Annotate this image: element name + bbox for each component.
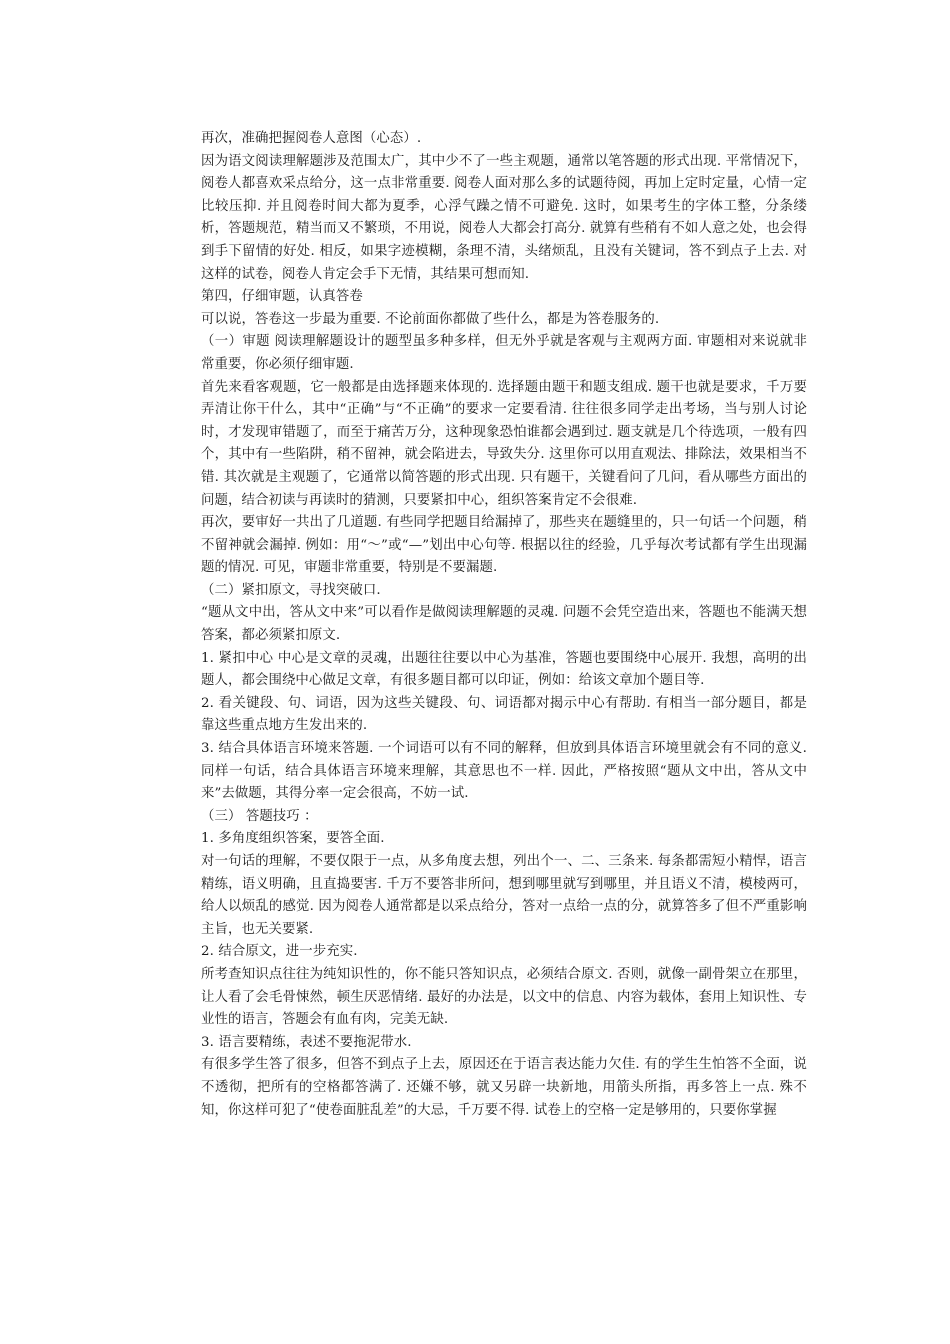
list-item-combine-text: 2. 结合原文，进一步充实.	[201, 944, 358, 960]
paragraph-objective-questions: 首先来看客观题，它一般都是由选择题来体现的. 选择题由题干和题支组成. 题干也就是要求，千万要弄清让你干什么，其中“正确”与“不正确”的要求一定要看清. 往往很多同学走出考场，当与别人讨论时，才发现审错题了，而至于痛苦万分，这种现象恐怕谁都会遇到过. 题支就是几个待选项，一般有四个，其中有一些陷阱，稍不留神，就会陷进去，导致失分. 这里你可以用直观法、排除法，效果相当不错. 其次就是主观题了，它通常以简答题的形式出现. 只有题干，关键看问了几问，看从哪些方面出的问题，结合初读与再读时的猜测，只要紧扣中心，组织答案肯定不会很难.	[201, 379, 807, 508]
list-item-context: 3. 结合具体语言环境来答题. 一个词语可以有不同的解释，但放到具体语言环境里就会有不同的意义. 同样一句话，结合具体语言环境来理解，其意思也不一样. 因此，严格按照“题从文中出，答从文中来”去做题，其得分率一定会很高，不妨一试.	[201, 741, 807, 802]
paragraph-intent-heading: 再次，准确把握阅卷人意图（心态）.	[201, 131, 422, 146]
subsection-stick-to-text: （二）紧扣原文，寻找突破口.	[201, 582, 381, 598]
paragraph-concise-language-detail: 有很多学生答了很多，但答不到点子上去，原因还在于语言表达能力欠佳. 有的学生生怕答不全面，说不透彻，把所有的空格都答满了. 还嫌不够，就又另辟一块新地，用箭头所指，再多答上一点. 殊不知，你这样可犯了“使卷面脏乱差”的大忌，千万要不得. 试卷上的空格一定是够用的，只要你掌握	[201, 1057, 807, 1118]
list-item-center: 1. 紧扣中心 中心是文章的灵魂，出题往往要以中心为基准，答题也要围绕中心展开. 我想，高明的出题人，都会围绕中心做足文章，有很多题目都可以印证，例如：给该文章加个题目等.	[201, 650, 807, 689]
paragraph-soul-of-reading: “题从文中出，答从文中来”可以看作是做阅读理解题的灵魂. 问题不会凭空造出来，答题也不能满天想答案，都必须紧扣原文.	[201, 605, 807, 644]
paragraph-answering-importance: 可以说，答卷这一步最为重要. 不论前面你都做了些什么，都是为答卷服务的.	[201, 311, 660, 327]
list-item-multi-angle: 1. 多角度组织答案，要答全面.	[201, 831, 385, 847]
subsection-answer-skills: （三） 答题技巧 ：	[201, 808, 318, 824]
paragraph-multi-angle-detail: 对一句话的理解，不要仅限于一点，从多角度去想，列出个一、二、三条来. 每条都需短小精悍，语言精练，语义明确，且直捣要害. 千万不要答非所问，想到哪里就写到哪里，并且语义不清，模棱两可，给人以烦乱的感觉. 因为阅卷人通常都是以采点给分，答对一点给一点的分，就算答多了但不严重影响主旨，也无关要紧.	[201, 854, 807, 937]
section-heading-four: 第四，仔细审题，认真答卷	[201, 289, 363, 305]
paragraph-grader-mindset: 因为语文阅读理解题涉及范围太广，其中少不了一些主观题，通常以笔答题的形式出现. 平常情况下，阅卷人都喜欢采点给分，这一点非常重要. 阅卷人面对那么多的试题待阅，再加上定时定量，心情一定比较压抑. 并且阅卷时间大都为夏季，心浮气躁之情不可避免. 这时，如果考生的字体工整，分条缕析，答题规范，精当而又不繁琐，不用说，阅卷人大都会打高分. 就算有些稍有不如人意之处，也会得到手下留情的好处. 相反，如果字迹模糊，条理不清，头绪烦乱，且没有关键词，答不到点子上去. 对这样的试卷，阅卷人肯定会手下无情，其结果可想而知.	[201, 153, 807, 282]
document-body	[201, 128, 807, 1122]
subsection-review-questions: （一）审题 阅读理解题设计的题型虽多种多样，但无外乎就是客观与主观两方面. 审题相对来说就非常重要，你必须仔细审题.	[201, 334, 807, 372]
paragraph-combine-text-detail: 所考查知识点往往为纯知识性的，你不能只答知识点，必须结合原文. 否则，就像一副骨架立在那里，让人看了会毛骨悚然，顿生厌恶情绪. 最好的办法是，以文中的信息、内容为载体，套用上知识性、专业性的语言，答题会有血有肉，完美无缺.	[201, 966, 807, 1028]
list-item-key-parts: 2. 看关键段、句、词语，因为这些关键段、句、词语都对揭示中心有帮助. 有相当一部分题目，都是靠这些重点地方生发出来的.	[201, 695, 807, 734]
list-item-concise-language: 3. 语言要精练，表述不要拖泥带水.	[201, 1034, 412, 1050]
paragraph-question-count: 再次，要审好一共出了几道题. 有些同学把题目给漏掉了，那些夹在题缝里的，只一句话一个问题，稍不留神就会漏掉. 例如：用“～”或“—”划出中心句等. 根据以往的经验，几乎每次考试都有学生出现漏题的情况. 可见，审题非常重要，特别是不要漏题.	[201, 515, 807, 576]
